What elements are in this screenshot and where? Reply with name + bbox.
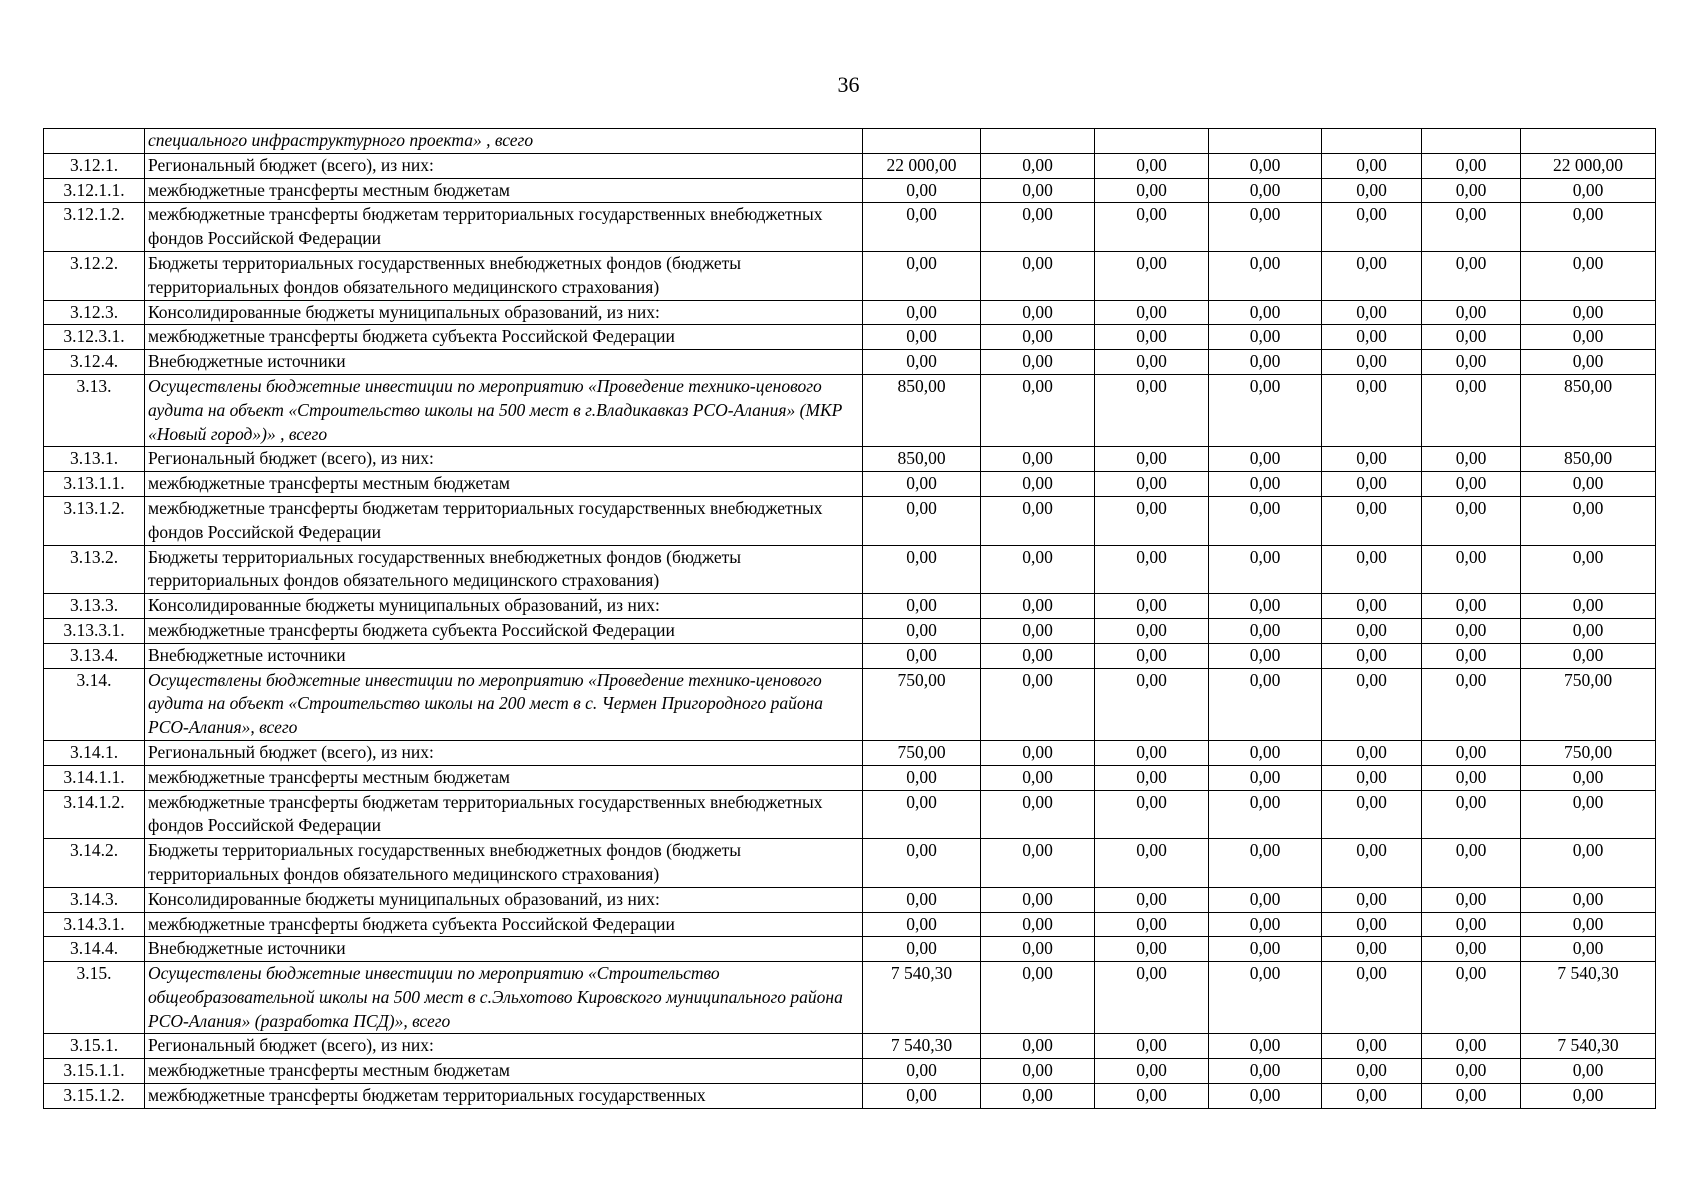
value-col-6 [1422, 129, 1521, 154]
value-col-1: 0,00 [863, 496, 981, 545]
table-row [44, 153, 1656, 178]
row-name: Региональный бюджет (всего), из них: [145, 740, 863, 765]
value-col-2: 0,00 [981, 472, 1095, 497]
value-col-3: 0,00 [1095, 740, 1209, 765]
value-col-5: 0,00 [1322, 887, 1422, 912]
value-col-total: 0,00 [1521, 937, 1656, 962]
value-col-2: 0,00 [981, 496, 1095, 545]
value-col-3: 0,00 [1095, 887, 1209, 912]
value-col-total: 0,00 [1521, 251, 1656, 300]
value-col-4: 0,00 [1209, 350, 1322, 375]
table-row [44, 447, 1656, 472]
value-col-3: 0,00 [1095, 496, 1209, 545]
table-row [44, 765, 1656, 790]
value-col-5: 0,00 [1322, 153, 1422, 178]
value-col-4: 0,00 [1209, 300, 1322, 325]
value-col-1: 7 540,30 [863, 962, 981, 1034]
row-name: межбюджетные трансферты бюджета субъекта Российской Федерации [145, 325, 863, 350]
value-col-2: 0,00 [981, 618, 1095, 643]
value-col-6: 0,00 [1422, 178, 1521, 203]
value-col-6: 0,00 [1422, 1034, 1521, 1059]
value-col-5: 0,00 [1322, 790, 1422, 839]
value-col-4: 0,00 [1209, 251, 1322, 300]
value-col-5: 0,00 [1322, 203, 1422, 252]
value-col-6: 0,00 [1422, 472, 1521, 497]
value-col-total: 0,00 [1521, 912, 1656, 937]
table-row [44, 887, 1656, 912]
row-code: 3.13.3.1. [44, 618, 145, 643]
value-col-6: 0,00 [1422, 668, 1521, 740]
row-code: 3.12.1.2. [44, 203, 145, 252]
table-row [44, 251, 1656, 300]
value-col-5: 0,00 [1322, 1034, 1422, 1059]
value-col-3: 0,00 [1095, 251, 1209, 300]
value-col-4: 0,00 [1209, 153, 1322, 178]
value-col-2: 0,00 [981, 740, 1095, 765]
row-name: Осуществлены бюджетные инвестиции по мероприятию «Проведение технико-ценового аудита на объект «Строительство школы на 500 мест в г.Владикавказ РСО-Алания» (МКР «Новый город»)» , всего [145, 374, 863, 446]
value-col-4: 0,00 [1209, 496, 1322, 545]
value-col-3: 0,00 [1095, 1034, 1209, 1059]
value-col-3: 0,00 [1095, 325, 1209, 350]
table-row [44, 203, 1656, 252]
value-col-6: 0,00 [1422, 790, 1521, 839]
value-col-6: 0,00 [1422, 545, 1521, 594]
value-col-5: 0,00 [1322, 545, 1422, 594]
value-col-3: 0,00 [1095, 300, 1209, 325]
value-col-1: 0,00 [863, 251, 981, 300]
row-code: 3.13.3. [44, 594, 145, 619]
row-name: межбюджетные трансферты местным бюджетам [145, 472, 863, 497]
row-name: Региональный бюджет (всего), из них: [145, 447, 863, 472]
value-col-6: 0,00 [1422, 912, 1521, 937]
value-col-6: 0,00 [1422, 1059, 1521, 1084]
value-col-1: 0,00 [863, 325, 981, 350]
value-col-2 [981, 129, 1095, 154]
table-row [44, 1084, 1656, 1109]
value-col-4: 0,00 [1209, 912, 1322, 937]
value-col-1: 850,00 [863, 447, 981, 472]
table-row [44, 962, 1656, 1034]
value-col-6: 0,00 [1422, 765, 1521, 790]
row-code: 3.14.2. [44, 839, 145, 888]
value-col-2: 0,00 [981, 1059, 1095, 1084]
value-col-6: 0,00 [1422, 203, 1521, 252]
value-col-6: 0,00 [1422, 251, 1521, 300]
value-col-total: 0,00 [1521, 643, 1656, 668]
value-col-5: 0,00 [1322, 839, 1422, 888]
table-row [44, 178, 1656, 203]
value-col-total: 0,00 [1521, 1059, 1656, 1084]
value-col-4: 0,00 [1209, 1034, 1322, 1059]
value-col-4: 0,00 [1209, 740, 1322, 765]
value-col-2: 0,00 [981, 962, 1095, 1034]
value-col-5: 0,00 [1322, 740, 1422, 765]
value-col-1: 0,00 [863, 594, 981, 619]
value-col-3: 0,00 [1095, 1084, 1209, 1109]
row-name: Внебюджетные источники [145, 937, 863, 962]
value-col-total: 7 540,30 [1521, 1034, 1656, 1059]
row-name: Осуществлены бюджетные инвестиции по мероприятию «Проведение технико-ценового аудита на объект «Строительство школы на 200 мест в с. Чермен Пригородного района РСО-Алания», всего [145, 668, 863, 740]
table-row [44, 839, 1656, 888]
value-col-1: 0,00 [863, 203, 981, 252]
value-col-3: 0,00 [1095, 350, 1209, 375]
value-col-3: 0,00 [1095, 447, 1209, 472]
value-col-3: 0,00 [1095, 912, 1209, 937]
value-col-2: 0,00 [981, 374, 1095, 446]
row-code: 3.14.1.1. [44, 765, 145, 790]
table-row [44, 325, 1656, 350]
value-col-total: 0,00 [1521, 765, 1656, 790]
value-col-2: 0,00 [981, 153, 1095, 178]
value-col-total: 0,00 [1521, 472, 1656, 497]
value-col-total: 0,00 [1521, 887, 1656, 912]
value-col-2: 0,00 [981, 643, 1095, 668]
value-col-4: 0,00 [1209, 545, 1322, 594]
value-col-2: 0,00 [981, 790, 1095, 839]
value-col-1: 750,00 [863, 668, 981, 740]
value-col-1: 750,00 [863, 740, 981, 765]
row-name: межбюджетные трансферты бюджета субъекта Российской Федерации [145, 912, 863, 937]
value-col-4: 0,00 [1209, 618, 1322, 643]
value-col-total: 0,00 [1521, 545, 1656, 594]
value-col-5: 0,00 [1322, 594, 1422, 619]
value-col-total [1521, 129, 1656, 154]
value-col-1: 0,00 [863, 912, 981, 937]
row-code: 3.13.1. [44, 447, 145, 472]
value-col-2: 0,00 [981, 545, 1095, 594]
value-col-total: 750,00 [1521, 740, 1656, 765]
row-code [44, 129, 145, 154]
row-code: 3.15.1. [44, 1034, 145, 1059]
value-col-3: 0,00 [1095, 643, 1209, 668]
value-col-1: 0,00 [863, 643, 981, 668]
value-col-total: 0,00 [1521, 594, 1656, 619]
row-code: 3.12.4. [44, 350, 145, 375]
row-name: Региональный бюджет (всего), из них: [145, 153, 863, 178]
value-col-6: 0,00 [1422, 937, 1521, 962]
value-col-5: 0,00 [1322, 251, 1422, 300]
value-col-4: 0,00 [1209, 447, 1322, 472]
row-name: межбюджетные трансферты местным бюджетам [145, 765, 863, 790]
value-col-4: 0,00 [1209, 937, 1322, 962]
row-name: Бюджеты территориальных государственных внебюджетных фондов (бюджеты территориальных фондов обязательного медицинского страхования) [145, 545, 863, 594]
table-row [44, 643, 1656, 668]
value-col-5: 0,00 [1322, 937, 1422, 962]
value-col-5: 0,00 [1322, 1084, 1422, 1109]
row-name: Внебюджетные источники [145, 643, 863, 668]
value-col-5: 0,00 [1322, 350, 1422, 375]
value-col-5: 0,00 [1322, 472, 1422, 497]
row-name: Бюджеты территориальных государственных внебюджетных фондов (бюджеты территориальных фондов обязательного медицинского страхования) [145, 839, 863, 888]
value-col-5: 0,00 [1322, 668, 1422, 740]
value-col-5: 0,00 [1322, 300, 1422, 325]
row-code: 3.14.4. [44, 937, 145, 962]
row-code: 3.13.2. [44, 545, 145, 594]
row-name: межбюджетные трансферты бюджетам территориальных государственных внебюджетных фондов Российской Федерации [145, 203, 863, 252]
value-col-1: 0,00 [863, 839, 981, 888]
table-row [44, 790, 1656, 839]
value-col-5: 0,00 [1322, 618, 1422, 643]
value-col-3: 0,00 [1095, 790, 1209, 839]
value-col-6: 0,00 [1422, 740, 1521, 765]
page-number: 36 [837, 72, 860, 97]
value-col-2: 0,00 [981, 203, 1095, 252]
value-col-5: 0,00 [1322, 1059, 1422, 1084]
value-col-1: 0,00 [863, 618, 981, 643]
value-col-3: 0,00 [1095, 839, 1209, 888]
value-col-2: 0,00 [981, 668, 1095, 740]
table-row [44, 496, 1656, 545]
value-col-5: 0,00 [1322, 178, 1422, 203]
row-name: Консолидированные бюджеты муниципальных образований, из них: [145, 887, 863, 912]
value-col-5: 0,00 [1322, 643, 1422, 668]
row-name: межбюджетные трансферты бюджетам территориальных государственных [145, 1084, 863, 1109]
value-col-6: 0,00 [1422, 153, 1521, 178]
value-col-3: 0,00 [1095, 765, 1209, 790]
table-row [44, 668, 1656, 740]
value-col-2: 0,00 [981, 447, 1095, 472]
row-code: 3.15.1.1. [44, 1059, 145, 1084]
value-col-5: 0,00 [1322, 325, 1422, 350]
value-col-1: 0,00 [863, 472, 981, 497]
value-col-total: 0,00 [1521, 790, 1656, 839]
value-col-4: 0,00 [1209, 887, 1322, 912]
value-col-2: 0,00 [981, 300, 1095, 325]
value-col-5: 0,00 [1322, 765, 1422, 790]
table-row [44, 937, 1656, 962]
value-col-4: 0,00 [1209, 643, 1322, 668]
table-row [44, 1059, 1656, 1084]
value-col-3: 0,00 [1095, 618, 1209, 643]
value-col-total: 0,00 [1521, 496, 1656, 545]
row-code: 3.12.3. [44, 300, 145, 325]
table-row [44, 618, 1656, 643]
value-col-1: 0,00 [863, 300, 981, 325]
row-code: 3.14. [44, 668, 145, 740]
value-col-4: 0,00 [1209, 374, 1322, 446]
value-col-1 [863, 129, 981, 154]
row-code: 3.12.3.1. [44, 325, 145, 350]
value-col-3 [1095, 129, 1209, 154]
table-row [44, 472, 1656, 497]
value-col-1: 22 000,00 [863, 153, 981, 178]
value-col-2: 0,00 [981, 350, 1095, 375]
row-name: Региональный бюджет (всего), из них: [145, 1034, 863, 1059]
value-col-4: 0,00 [1209, 1084, 1322, 1109]
value-col-2: 0,00 [981, 1034, 1095, 1059]
value-col-1: 0,00 [863, 350, 981, 375]
value-col-4: 0,00 [1209, 668, 1322, 740]
value-col-6: 0,00 [1422, 887, 1521, 912]
value-col-6: 0,00 [1422, 594, 1521, 619]
row-code: 3.14.1. [44, 740, 145, 765]
row-name: Консолидированные бюджеты муниципальных образований, из них: [145, 300, 863, 325]
table-row [44, 129, 1656, 154]
value-col-2: 0,00 [981, 912, 1095, 937]
table-row [44, 545, 1656, 594]
value-col-2: 0,00 [981, 765, 1095, 790]
value-col-3: 0,00 [1095, 153, 1209, 178]
value-col-1: 0,00 [863, 937, 981, 962]
value-col-1: 0,00 [863, 1059, 981, 1084]
value-col-1: 0,00 [863, 887, 981, 912]
value-col-total: 0,00 [1521, 178, 1656, 203]
value-col-4: 0,00 [1209, 203, 1322, 252]
value-col-3: 0,00 [1095, 178, 1209, 203]
value-col-3: 0,00 [1095, 545, 1209, 594]
row-name: Осуществлены бюджетные инвестиции по мероприятию «Строительство общеобразовательной школы на 500 мест в с.Эльхотово Кировского муниципального района РСО-Алания» (разработка ПСД)», всего [145, 962, 863, 1034]
value-col-2: 0,00 [981, 594, 1095, 619]
value-col-2: 0,00 [981, 1084, 1095, 1109]
row-code: 3.12.1.1. [44, 178, 145, 203]
row-name: Бюджеты территориальных государственных внебюджетных фондов (бюджеты территориальных фондов обязательного медицинского страхования) [145, 251, 863, 300]
budget-table [43, 128, 1656, 1109]
value-col-5: 0,00 [1322, 496, 1422, 545]
row-name: специального инфраструктурного проекта» , всего [145, 129, 863, 154]
value-col-4: 0,00 [1209, 594, 1322, 619]
value-col-3: 0,00 [1095, 668, 1209, 740]
value-col-2: 0,00 [981, 251, 1095, 300]
value-col-6: 0,00 [1422, 374, 1521, 446]
value-col-3: 0,00 [1095, 472, 1209, 497]
value-col-2: 0,00 [981, 178, 1095, 203]
value-col-total: 850,00 [1521, 374, 1656, 446]
value-col-6: 0,00 [1422, 1084, 1521, 1109]
row-code: 3.13. [44, 374, 145, 446]
value-col-5: 0,00 [1322, 447, 1422, 472]
value-col-4: 0,00 [1209, 962, 1322, 1034]
value-col-6: 0,00 [1422, 350, 1521, 375]
table-row [44, 1034, 1656, 1059]
value-col-total: 0,00 [1521, 350, 1656, 375]
value-col-2: 0,00 [981, 887, 1095, 912]
value-col-5: 0,00 [1322, 912, 1422, 937]
value-col-total: 850,00 [1521, 447, 1656, 472]
value-col-total: 0,00 [1521, 325, 1656, 350]
value-col-3: 0,00 [1095, 594, 1209, 619]
row-name: межбюджетные трансферты бюджета субъекта Российской Федерации [145, 618, 863, 643]
value-col-1: 0,00 [863, 790, 981, 839]
value-col-1: 0,00 [863, 178, 981, 203]
value-col-1: 0,00 [863, 545, 981, 594]
value-col-1: 850,00 [863, 374, 981, 446]
value-col-4: 0,00 [1209, 178, 1322, 203]
value-col-total: 0,00 [1521, 618, 1656, 643]
value-col-6: 0,00 [1422, 643, 1521, 668]
value-col-4: 0,00 [1209, 472, 1322, 497]
table-body [44, 129, 1656, 1109]
row-name: межбюджетные трансферты бюджетам территориальных государственных внебюджетных фондов Российской Федерации [145, 790, 863, 839]
row-code: 3.13.1.2. [44, 496, 145, 545]
value-col-6: 0,00 [1422, 496, 1521, 545]
row-code: 3.12.2. [44, 251, 145, 300]
value-col-5: 0,00 [1322, 962, 1422, 1034]
value-col-6: 0,00 [1422, 300, 1521, 325]
value-col-6: 0,00 [1422, 962, 1521, 1034]
value-col-6: 0,00 [1422, 325, 1521, 350]
value-col-3: 0,00 [1095, 203, 1209, 252]
row-name: межбюджетные трансферты местным бюджетам [145, 1059, 863, 1084]
value-col-4: 0,00 [1209, 790, 1322, 839]
value-col-total: 0,00 [1521, 1084, 1656, 1109]
table-row [44, 350, 1656, 375]
value-col-4: 0,00 [1209, 325, 1322, 350]
value-col-3: 0,00 [1095, 374, 1209, 446]
row-name: межбюджетные трансферты бюджетам территориальных государственных внебюджетных фондов Российской Федерации [145, 496, 863, 545]
row-name: Консолидированные бюджеты муниципальных образований, из них: [145, 594, 863, 619]
value-col-total: 750,00 [1521, 668, 1656, 740]
value-col-6: 0,00 [1422, 839, 1521, 888]
row-name: Внебюджетные источники [145, 350, 863, 375]
table-row [44, 374, 1656, 446]
value-col-2: 0,00 [981, 325, 1095, 350]
value-col-total: 7 540,30 [1521, 962, 1656, 1034]
row-name: межбюджетные трансферты местным бюджетам [145, 178, 863, 203]
table-row [44, 300, 1656, 325]
row-code: 3.13.1.1. [44, 472, 145, 497]
value-col-5 [1322, 129, 1422, 154]
value-col-5: 0,00 [1322, 374, 1422, 446]
value-col-total: 0,00 [1521, 203, 1656, 252]
value-col-6: 0,00 [1422, 618, 1521, 643]
value-col-6: 0,00 [1422, 447, 1521, 472]
row-code: 3.13.4. [44, 643, 145, 668]
value-col-3: 0,00 [1095, 937, 1209, 962]
value-col-total: 0,00 [1521, 300, 1656, 325]
table-row [44, 594, 1656, 619]
value-col-4 [1209, 129, 1322, 154]
value-col-4: 0,00 [1209, 765, 1322, 790]
value-col-1: 0,00 [863, 765, 981, 790]
value-col-4: 0,00 [1209, 839, 1322, 888]
value-col-1: 0,00 [863, 1084, 981, 1109]
table-row [44, 912, 1656, 937]
value-col-2: 0,00 [981, 839, 1095, 888]
table-row [44, 740, 1656, 765]
row-code: 3.15.1.2. [44, 1084, 145, 1109]
row-code: 3.15. [44, 962, 145, 1034]
row-code: 3.14.3. [44, 887, 145, 912]
value-col-2: 0,00 [981, 937, 1095, 962]
value-col-4: 0,00 [1209, 1059, 1322, 1084]
row-code: 3.12.1. [44, 153, 145, 178]
value-col-total: 0,00 [1521, 839, 1656, 888]
value-col-total: 22 000,00 [1521, 153, 1656, 178]
value-col-3: 0,00 [1095, 1059, 1209, 1084]
value-col-3: 0,00 [1095, 962, 1209, 1034]
row-code: 3.14.3.1. [44, 912, 145, 937]
value-col-1: 7 540,30 [863, 1034, 981, 1059]
row-code: 3.14.1.2. [44, 790, 145, 839]
